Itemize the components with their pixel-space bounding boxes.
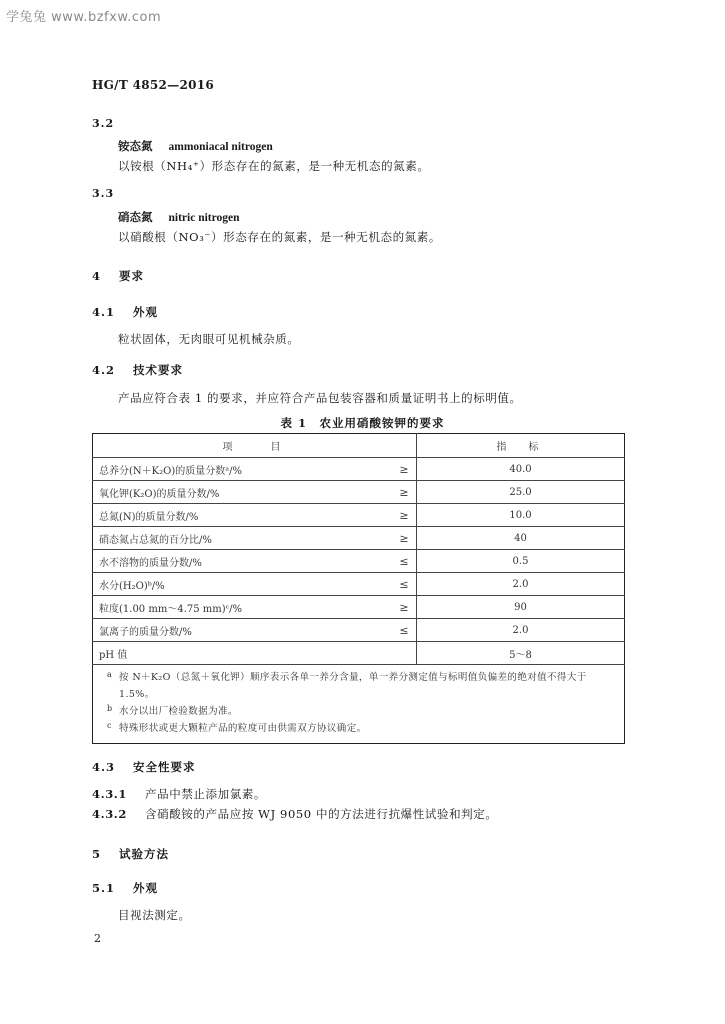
clause-5-1-text: 目视法测定。 <box>118 908 191 922</box>
table-note <box>107 703 616 720</box>
table-notes-row <box>93 665 625 744</box>
row-value: 5～8 <box>417 642 625 665</box>
section-4-heading <box>92 268 144 284</box>
row-operator <box>392 642 417 665</box>
note-text: 按 N＋K₂O（总氮＋氧化钾）顺序表示各单一养分含量，单一养分测定值与标明值负偏差的绝对值不得大于 1.5%。 <box>119 672 587 700</box>
row-value: 40 <box>417 527 625 550</box>
table-row <box>93 458 625 481</box>
table-header-row <box>93 434 625 458</box>
table-note <box>107 669 616 703</box>
clause-3-2-definition: 以铵根（NH₄⁺）形态存在的氮素，是一种无机态的氮素。 <box>118 159 430 173</box>
row-operator: ≥ <box>392 527 417 550</box>
row-operator: ≥ <box>392 458 417 481</box>
row-value: 10.0 <box>417 504 625 527</box>
term-en: ammoniacal nitrogen <box>168 141 273 153</box>
row-item: 水分(H₂O)ᵇ/% <box>93 573 393 596</box>
section-title: 要求 <box>119 269 145 283</box>
row-item: 总氮(N)的质量分数/% <box>93 504 393 527</box>
note-mark: a <box>107 670 113 679</box>
clause-3-3-definition: 以硝酸根（NO₃⁻）形态存在的氮素，是一种无机态的氮素。 <box>118 230 441 244</box>
note-text: 水分以出厂检验数据为准。 <box>119 706 238 717</box>
table-row <box>93 504 625 527</box>
clause-5-1-heading <box>92 880 158 896</box>
row-value: 25.0 <box>417 481 625 504</box>
clause-title: 外观 <box>133 881 159 895</box>
table-row <box>93 573 625 596</box>
clause-4-3-heading <box>92 759 196 775</box>
clause-3-2-number: 3.2 <box>92 117 115 130</box>
clause-number: 4.1 <box>92 305 116 319</box>
clause-number: 4.3 <box>92 760 116 774</box>
row-operator: ≥ <box>392 596 417 619</box>
row-operator: ≥ <box>392 481 417 504</box>
clause-number: 4.3.1 <box>92 787 128 801</box>
clause-text: 含硝酸铵的产品应按 WJ 9050 中的方法进行抗爆性试验和判定。 <box>145 807 498 821</box>
clause-text: 产品中禁止添加氯素。 <box>145 787 267 801</box>
row-item: 总养分(N＋K₂O)的质量分数ᵃ/% <box>93 458 393 481</box>
row-item: 水不溶物的质量分数/% <box>93 550 393 573</box>
row-item: 粒度(1.00 mm～4.75 mm)ᶜ/% <box>93 596 393 619</box>
section-number: 5 <box>92 847 102 861</box>
table-row <box>93 550 625 573</box>
clause-4-2-text: 产品应符合表 1 的要求，并应符合产品包装容器和质量证明书上的标明值。 <box>118 391 522 405</box>
note-mark: c <box>107 721 112 730</box>
row-item: pH 值 <box>93 642 393 665</box>
page-number: 2 <box>94 932 101 945</box>
row-value: 40.0 <box>417 458 625 481</box>
row-item: 氧化钾(K₂O)的质量分数/% <box>93 481 393 504</box>
row-item: 氯离子的质量分数/% <box>93 619 393 642</box>
table-1-caption: 表 1 农业用硝酸铵钾的要求 <box>280 416 445 430</box>
row-operator: ≥ <box>392 504 417 527</box>
clause-title: 安全性要求 <box>133 760 196 774</box>
clause-4-2-heading <box>92 362 183 378</box>
clause-title: 外观 <box>133 305 159 319</box>
table-row <box>93 619 625 642</box>
term-zh: 铵态氮 <box>118 139 153 153</box>
row-operator: ≤ <box>392 619 417 642</box>
clause-4-1-heading <box>92 304 158 320</box>
note-text: 特殊形状或更大颗粒产品的粒度可由供需双方协议确定。 <box>119 723 367 734</box>
clause-number: 4.3.2 <box>92 807 128 821</box>
row-value: 2.0 <box>417 619 625 642</box>
term-en: nitric nitrogen <box>168 212 240 224</box>
section-5-heading <box>92 846 169 862</box>
table-row <box>93 481 625 504</box>
table-notes <box>93 665 625 744</box>
header-indicator: 指 标 <box>417 434 625 458</box>
row-item: 硝态氮占总氮的百分比/% <box>93 527 393 550</box>
row-operator: ≤ <box>392 550 417 573</box>
table-row <box>93 596 625 619</box>
section-number: 4 <box>92 269 102 283</box>
table-note <box>107 720 616 737</box>
clause-number: 4.2 <box>92 363 116 377</box>
clause-number: 5.1 <box>92 881 116 895</box>
clause-3-3-term <box>118 209 240 225</box>
clause-3-2-term <box>118 138 273 154</box>
row-value: 2.0 <box>417 573 625 596</box>
term-zh: 硝态氮 <box>118 210 153 224</box>
note-mark: b <box>107 704 113 713</box>
standard-number: HG/T 4852—2016 <box>92 78 215 92</box>
clause-4-3-1 <box>92 786 266 802</box>
row-value: 0.5 <box>417 550 625 573</box>
section-title: 试验方法 <box>119 847 170 861</box>
clause-3-3-number: 3.3 <box>92 187 115 200</box>
row-value: 90 <box>417 596 625 619</box>
row-operator: ≤ <box>392 573 417 596</box>
table-row <box>93 642 625 665</box>
clause-4-3-2 <box>92 806 497 822</box>
clause-4-1-text: 粒状固体，无肉眼可见机械杂质。 <box>118 332 300 346</box>
table-row <box>93 527 625 550</box>
header-item: 项 目 <box>93 434 417 458</box>
requirements-table <box>92 433 625 744</box>
watermark: 学兔兔 www.bzfxw.com <box>6 10 162 25</box>
clause-title: 技术要求 <box>133 363 184 377</box>
